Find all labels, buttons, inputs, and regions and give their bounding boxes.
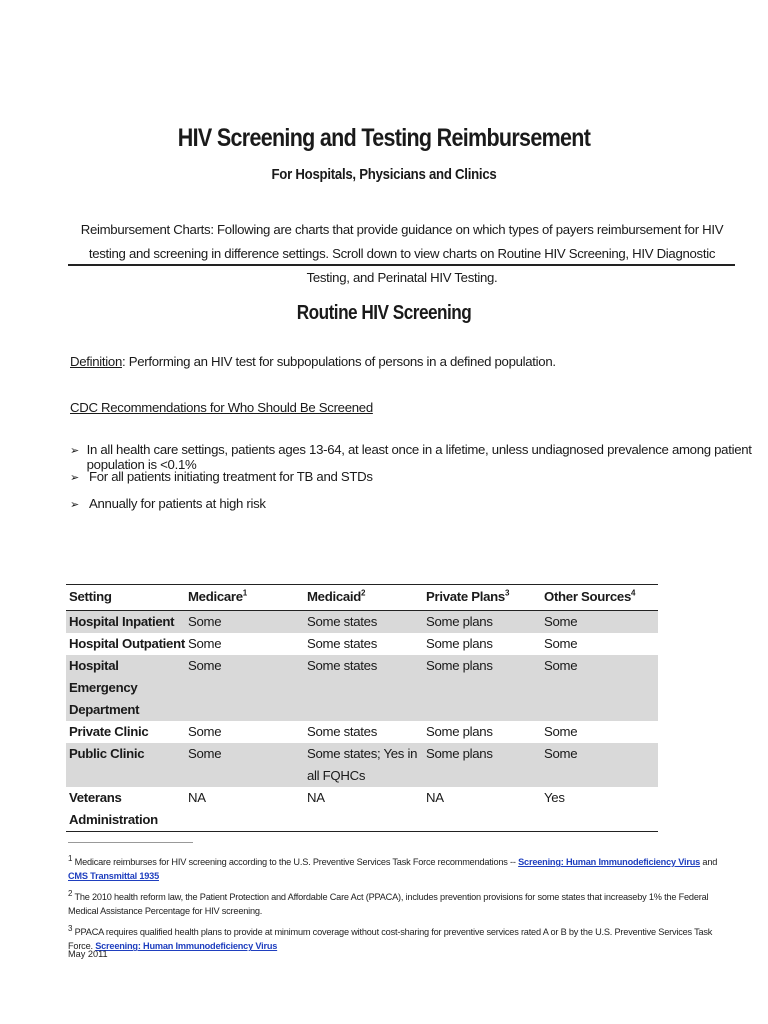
footnote-link-cms-transmittal[interactable]: CMS Transmittal 1935 — [68, 871, 159, 882]
table-row: Veterans Administration NA NA NA Yes — [66, 787, 658, 832]
header-private-plans: Private Plans$^3$ — [426, 588, 510, 604]
header-medicare: Medicare$^1$ — [188, 588, 247, 604]
definition — [70, 354, 556, 369]
footnote-1: $^1$ Medicare reimburses for HIV screening according to the U.S. Preventive Services Task Force recommendations -- Screening: Human Immunodeficiency Virus and CMS Transmittal 1935 — [68, 854, 718, 882]
footnote-link-screening-hiv-2[interactable]: Screening: Human Immunodeficiency Virus — [95, 941, 278, 952]
footnote-link-screening-hiv[interactable]: Screening: Human Immunodeficiency Virus — [518, 857, 701, 868]
arrowhead-bullet-icon: ➢ — [70, 445, 79, 457]
definition-label: Definition — [70, 354, 122, 369]
table-row: Hospital Outpatient Some Some states Some plans Some — [69, 636, 578, 651]
table-row: Public Clinic Some Some states; Yes in all FQHCs Some plans Some — [66, 743, 658, 787]
arrowhead-bullet-icon: ➢ — [70, 472, 79, 484]
header-setting: Setting — [69, 589, 112, 604]
list-item — [70, 469, 768, 496]
page-title: HIV Screening and Testing Reimbursement — [177, 124, 591, 152]
header-divider — [68, 264, 735, 266]
definition-text: : Performing an HIV test for subpopulations of persons in a defined population. — [121, 354, 556, 369]
header-other-sources: Other Sources$^4$ — [544, 588, 636, 604]
footnote-divider — [68, 842, 193, 843]
table-row: Hospital Emergency Department Some Some states Some plans Some — [66, 655, 658, 721]
cdc-recommendations-heading: CDC Recommendations for Who Should Be Screened — [70, 400, 373, 415]
list-item — [70, 442, 768, 472]
list-item-text: For all patients initiating treatment for TB and STDs — [89, 469, 373, 484]
footnote-3: $^3$ PPACA requires qualified health plans to provide at minimum coverage without cost-sharing for preventive services rated A or B by the U.S. Preventive Services Task Force. Screening: Human Immunodeficiency Virus — [68, 924, 713, 952]
arrowhead-bullet-icon: ➢ — [70, 499, 79, 511]
table-row: Hospital Inpatient Some Some states Some plans Some — [66, 611, 658, 634]
table-row: Private Clinic Some Some states Some plans Some — [69, 724, 578, 739]
list-item-text: In all health care settings, patients ages 13-64, at least once in a lifetime, unless undiagnosed prevalence among patient population is <0.1% — [86, 442, 752, 472]
list-item-text: Annually for patients at high risk — [89, 496, 266, 511]
recommendations-list — [70, 442, 768, 523]
intro-paragraph: Reimbursement Charts: Following are charts that provide guidance on which types of payers reimbursement for HIV testing and screening in difference settings. Scroll down to view charts on Routine HIV Screening, HIV Diagnostic Testing, and Perinatal HIV Testing. — [80, 222, 724, 285]
header-medicaid: Medicaid$^2$ — [307, 588, 366, 604]
document-date: May 2011 — [68, 949, 108, 959]
footnote-2: $^2$ The 2010 health reform law, the Patient Protection and Affordable Care Act (PPACA), includes prevention provisions for some states that increaseby 1% the Federal Medical Assistance Percentage for HIV screening. — [68, 889, 709, 917]
section-heading: Routine HIV Screening — [296, 302, 472, 324]
page-subtitle: For Hospitals, Physicians and Clinics — [271, 166, 497, 183]
list-item — [70, 496, 768, 523]
reimbursement-table — [66, 584, 658, 832]
footnotes — [68, 852, 728, 957]
table-header-row — [66, 585, 658, 611]
